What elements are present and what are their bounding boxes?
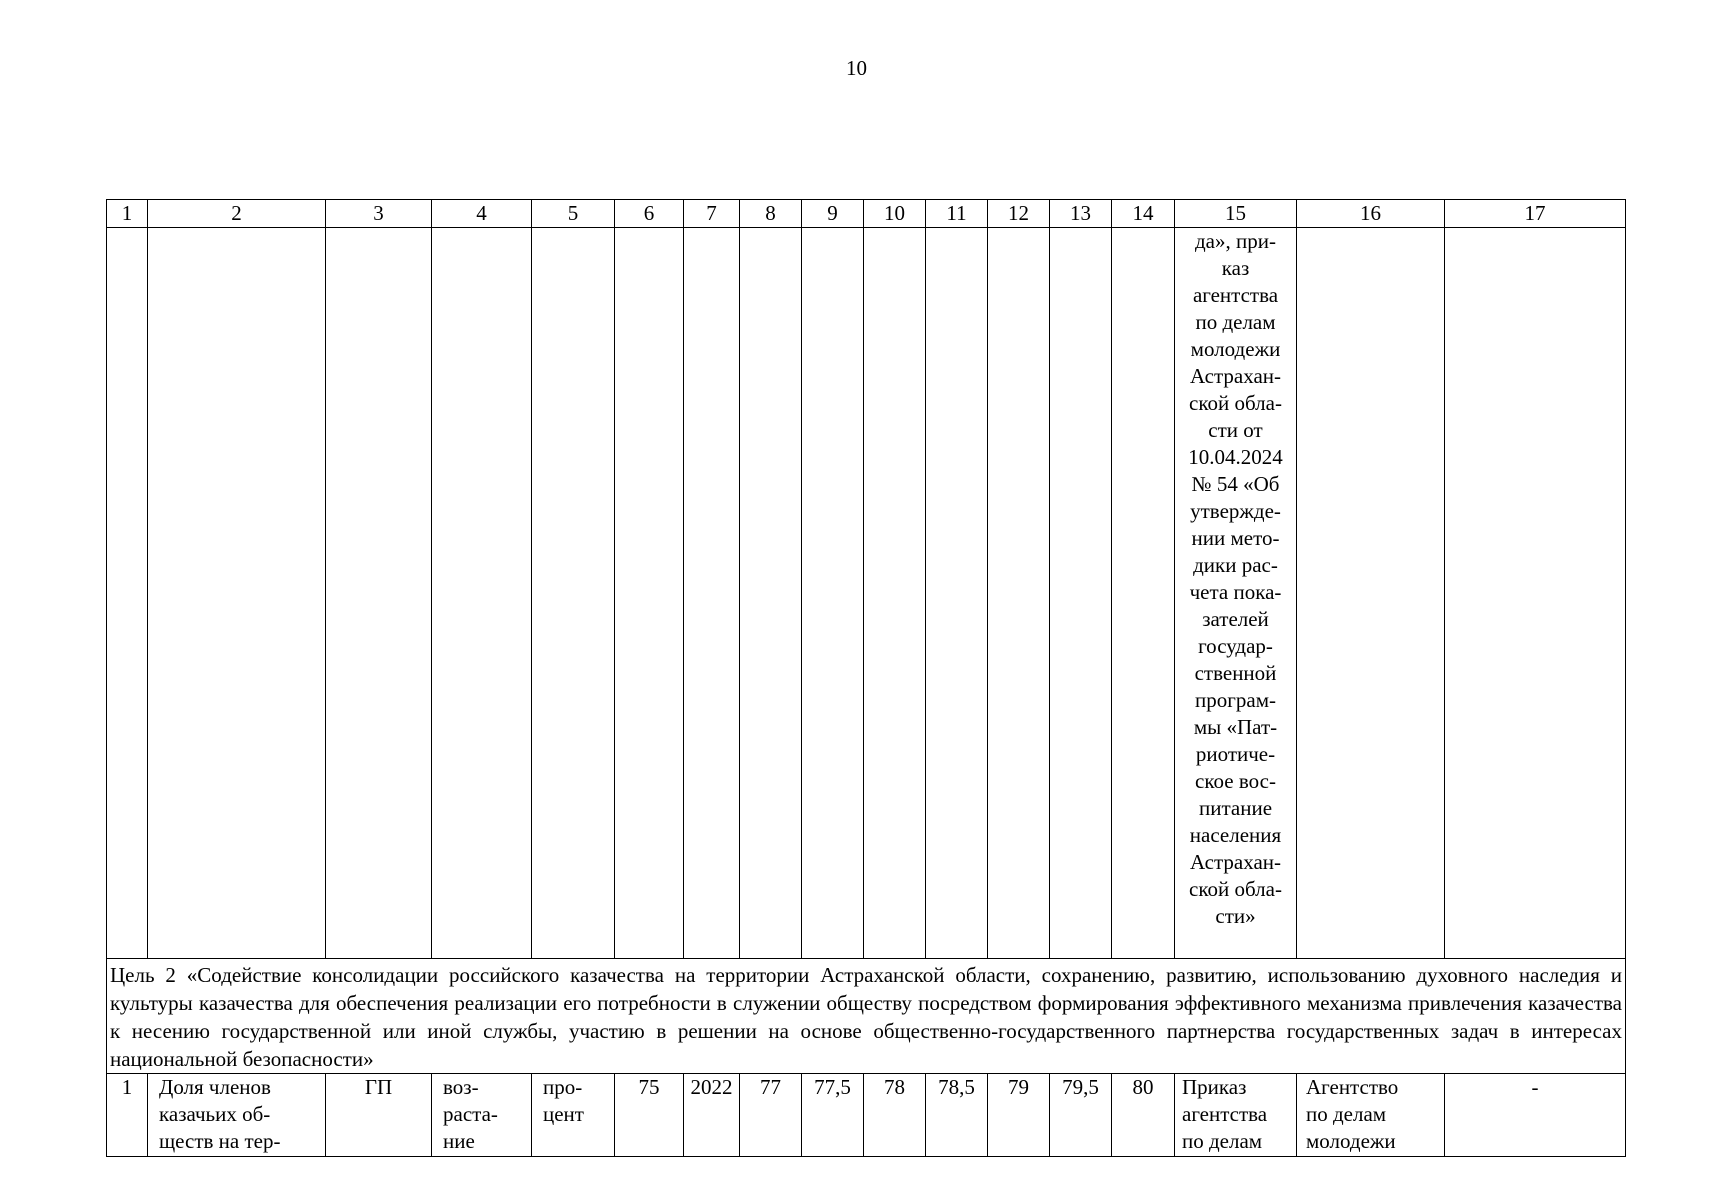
text-line: Доля членов [159, 1075, 271, 1099]
text-line: ственной [1194, 661, 1277, 685]
col-header-8: 8 [740, 200, 802, 228]
cell [864, 228, 926, 959]
col-header-13: 13 [1050, 200, 1112, 228]
cell [988, 228, 1050, 959]
cell [432, 228, 532, 959]
value-col-9: 77,5 [802, 1074, 864, 1157]
continuation-row [107, 228, 1626, 959]
text-line: Астрахан- [1190, 850, 1281, 874]
cell [926, 228, 988, 959]
text-line: раста- [443, 1102, 498, 1126]
row-number: 1 [107, 1074, 148, 1157]
responsible-agency [1297, 1074, 1445, 1157]
text-line: Астрахан- [1190, 364, 1281, 388]
text-line: сти от [1208, 418, 1263, 442]
text-line: по делам [1182, 1129, 1263, 1153]
page-number: 10 [846, 56, 867, 80]
col-header-1: 1 [107, 200, 148, 228]
text-line: зателей [1202, 607, 1269, 631]
cell [1112, 228, 1175, 959]
col-header-9: 9 [802, 200, 864, 228]
goal-row [107, 959, 1626, 1074]
col-header-16: 16 [1297, 200, 1445, 228]
cell [740, 228, 802, 959]
value-col-8: 77 [740, 1074, 802, 1157]
text-line: мы «Пат- [1193, 715, 1278, 739]
goal-2-text: Цель 2 «Содействие консолидации российского казачества на территории Астраханской области, сохранению, развитию, использованию духовного наследия и культуры казачества для обеспечения реализации его потребности в служении обществу посредством формирования эффективного механизма привлечения казачества к несению государственной или иной службы, участию в решении на основе общественно-государственного партнерства государственных задач в интересах национальной безопасности» [107, 959, 1626, 1074]
col-header-7: 7 [684, 200, 740, 228]
text-line: Агентство [1306, 1075, 1399, 1099]
continuation-lines [1176, 228, 1295, 930]
text-line: про- [543, 1075, 583, 1099]
cell [1050, 228, 1112, 959]
value-col-12: 79 [988, 1074, 1050, 1157]
col-header-12: 12 [988, 200, 1050, 228]
text-line: казачьих об- [159, 1102, 271, 1126]
text-line: по делам [1195, 310, 1276, 334]
text-line: нии мето- [1191, 526, 1280, 550]
indicator-row [107, 1074, 1626, 1157]
indicator-level: ГП [326, 1074, 432, 1157]
text-line: 10.04.2024 [1188, 445, 1283, 469]
col-header-4: 4 [432, 200, 532, 228]
indicator-name [148, 1074, 326, 1157]
column-number-row [107, 200, 1626, 228]
col-header-3: 3 [326, 200, 432, 228]
col-header-6: 6 [615, 200, 684, 228]
col-header-2: 2 [148, 200, 326, 228]
text-line: № 54 «Об [1191, 472, 1280, 496]
methodology-document [1175, 1074, 1297, 1157]
text-line: риотиче- [1195, 742, 1276, 766]
col-header-15: 15 [1175, 200, 1297, 228]
text-line: цент [543, 1102, 584, 1126]
continuation-methodology-text [1175, 228, 1297, 959]
text-line: воз- [443, 1075, 479, 1099]
text-line: ние [443, 1129, 475, 1153]
text-line: питание [1198, 796, 1273, 820]
cell [615, 228, 684, 959]
text-line: ской обла- [1189, 391, 1282, 415]
text-line: сти» [1215, 904, 1256, 928]
cell [1445, 228, 1626, 959]
text-line: утвержде- [1190, 499, 1281, 523]
cell [107, 228, 148, 959]
indicators-table [106, 199, 1626, 1157]
text-line: ское вос- [1195, 769, 1276, 793]
text-line: агентства [1182, 1102, 1268, 1126]
cell [802, 228, 864, 959]
text-line: Приказ [1182, 1075, 1247, 1099]
indicator-trend [432, 1074, 532, 1157]
cell [326, 228, 432, 959]
text-line: чета пока- [1189, 580, 1282, 604]
text-line: государ- [1198, 634, 1273, 658]
text-line: по делам [1306, 1102, 1387, 1126]
cell [1297, 228, 1445, 959]
cell [684, 228, 740, 959]
cell [532, 228, 615, 959]
base-year: 2022 [684, 1074, 740, 1157]
col-header-5: 5 [532, 200, 615, 228]
text-line: населения [1189, 823, 1282, 847]
value-col-10: 78 [864, 1074, 926, 1157]
text-line: да», при- [1195, 229, 1276, 253]
col-header-17: 17 [1445, 200, 1626, 228]
text-line: ской обла- [1189, 877, 1282, 901]
notes-dash: - [1445, 1074, 1626, 1157]
value-col-13: 79,5 [1050, 1074, 1112, 1157]
value-col-11: 78,5 [926, 1074, 988, 1157]
col-header-10: 10 [864, 200, 926, 228]
text-line: молодежи [1190, 337, 1281, 361]
base-value: 75 [615, 1074, 684, 1157]
text-line: агентства [1192, 283, 1279, 307]
col-header-14: 14 [1112, 200, 1175, 228]
text-line: молодежи [1306, 1129, 1396, 1153]
col-header-11: 11 [926, 200, 988, 228]
text-line: каз [1221, 256, 1250, 280]
indicator-unit [532, 1074, 615, 1157]
value-col-14: 80 [1112, 1074, 1175, 1157]
text-line: ществ на тер- [159, 1129, 281, 1153]
cell [148, 228, 326, 959]
text-line: дики рас- [1193, 553, 1278, 577]
text-line: програм- [1195, 688, 1276, 712]
